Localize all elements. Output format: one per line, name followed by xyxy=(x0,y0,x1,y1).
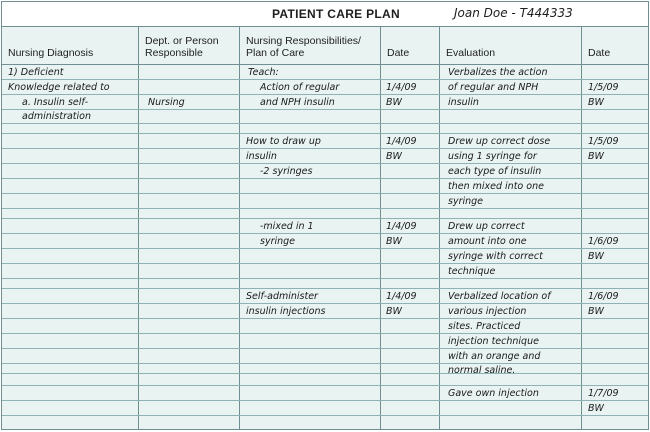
form-title: PATIENT CARE PLAN xyxy=(272,7,400,21)
responsibility-text: -mixed in 1 xyxy=(260,221,314,232)
date-entry: 1/6/09 xyxy=(588,236,619,247)
header-date-2: Date xyxy=(588,47,611,59)
header-nursing-responsibilities: Nursing Responsibilities/ Plan of Care xyxy=(246,35,361,59)
rule-line xyxy=(2,218,648,219)
initials-entry: BW xyxy=(386,306,402,317)
evaluation-text: technique xyxy=(448,266,496,277)
date-entry: 1/6/09 xyxy=(588,291,619,302)
date-entry: 1/7/09 xyxy=(588,388,619,399)
evaluation-text: syringe xyxy=(448,196,484,207)
rule-line xyxy=(2,248,648,249)
diagnosis-text: a. Insulin self- xyxy=(22,97,89,108)
rule-line xyxy=(2,233,648,234)
rule-line xyxy=(2,400,648,401)
responsibility-text: Teach: xyxy=(248,67,279,78)
evaluation-text: Gave own injection xyxy=(448,388,539,399)
evaluation-text: Drew up correct dose xyxy=(448,136,551,147)
patient-care-plan-form xyxy=(1,1,649,430)
evaluation-text: each type of insulin xyxy=(448,166,542,177)
date-entry: 1/4/09 xyxy=(386,221,417,232)
column-divider xyxy=(239,26,240,430)
responsibility-text: insulin injections xyxy=(246,306,326,317)
header-divider xyxy=(2,64,648,65)
diagnosis-text: 1) Deficient xyxy=(8,67,64,78)
evaluation-text: amount into one xyxy=(448,236,527,247)
evaluation-text: injection technique xyxy=(448,336,539,347)
initials-entry: BW xyxy=(588,97,604,108)
responsibility-text: and NPH insulin xyxy=(260,97,335,108)
rule-line xyxy=(2,178,648,179)
rule-line xyxy=(2,415,648,416)
rule-line xyxy=(2,163,648,164)
evaluation-text: insulin xyxy=(448,97,479,108)
evaluation-text: then mixed into one xyxy=(448,181,544,192)
initials-entry: BW xyxy=(386,151,402,162)
title-bar xyxy=(2,2,648,27)
initials-entry: BW xyxy=(386,97,402,108)
header-nursing-diagnosis: Nursing Diagnosis xyxy=(8,47,94,59)
date-entry: 1/5/09 xyxy=(588,136,619,147)
responsibility-text: Action of regular xyxy=(260,82,340,93)
rule-line xyxy=(2,363,648,364)
rule-line xyxy=(2,278,648,279)
rule-line xyxy=(2,385,648,386)
responsibility-text: -2 syringes xyxy=(260,166,313,177)
column-divider xyxy=(380,26,381,430)
header-dept-responsible: Dept. or Person Responsible xyxy=(145,35,219,59)
evaluation-text: normal saline. xyxy=(448,365,516,376)
evaluation-text: Drew up correct xyxy=(448,221,525,232)
patient-name-id: Joan Doe - T444333 xyxy=(454,6,573,20)
diagnosis-text: Knowledge related to xyxy=(8,82,110,93)
header-date-1: Date xyxy=(387,47,410,59)
header-evaluation: Evaluation xyxy=(446,47,496,59)
evaluation-text: Verbalized location of xyxy=(448,291,551,302)
initials-entry: BW xyxy=(588,251,604,262)
evaluation-text: using 1 syringe for xyxy=(448,151,537,162)
rule-line xyxy=(2,133,648,134)
evaluation-text: with an orange and xyxy=(448,351,541,362)
initials-entry: BW xyxy=(588,306,604,317)
responsibility-text: insulin xyxy=(246,151,277,162)
rule-line xyxy=(2,373,648,374)
rule-line xyxy=(2,193,648,194)
initials-entry: BW xyxy=(386,236,402,247)
responsibility-text: syringe xyxy=(260,236,296,247)
rule-line xyxy=(2,208,648,209)
date-entry: 1/4/09 xyxy=(386,82,417,93)
evaluation-text: syringe with correct xyxy=(448,251,543,262)
diagnosis-text: administration xyxy=(22,111,92,122)
date-entry: 1/4/09 xyxy=(386,291,417,302)
rule-line xyxy=(2,263,648,264)
initials-entry: BW xyxy=(588,403,604,414)
column-divider xyxy=(439,26,440,430)
rule-line xyxy=(2,148,648,149)
date-entry: 1/4/09 xyxy=(386,136,417,147)
initials-entry: BW xyxy=(588,151,604,162)
rule-line xyxy=(2,288,648,289)
column-divider xyxy=(138,26,139,430)
rule-line xyxy=(2,348,648,349)
rule-line xyxy=(2,333,648,334)
responsibility-text: Self-administer xyxy=(246,291,318,302)
rule-line xyxy=(2,123,648,124)
evaluation-text: Verbalizes the action xyxy=(448,67,548,78)
responsibility-text: How to draw up xyxy=(246,136,321,147)
evaluation-text: sites. Practiced xyxy=(448,321,521,332)
evaluation-text: of regular and NPH xyxy=(448,82,539,93)
dept-responsible-text: Nursing xyxy=(148,97,185,108)
column-divider xyxy=(581,26,582,430)
evaluation-text: various injection xyxy=(448,306,527,317)
date-entry: 1/5/09 xyxy=(588,82,619,93)
